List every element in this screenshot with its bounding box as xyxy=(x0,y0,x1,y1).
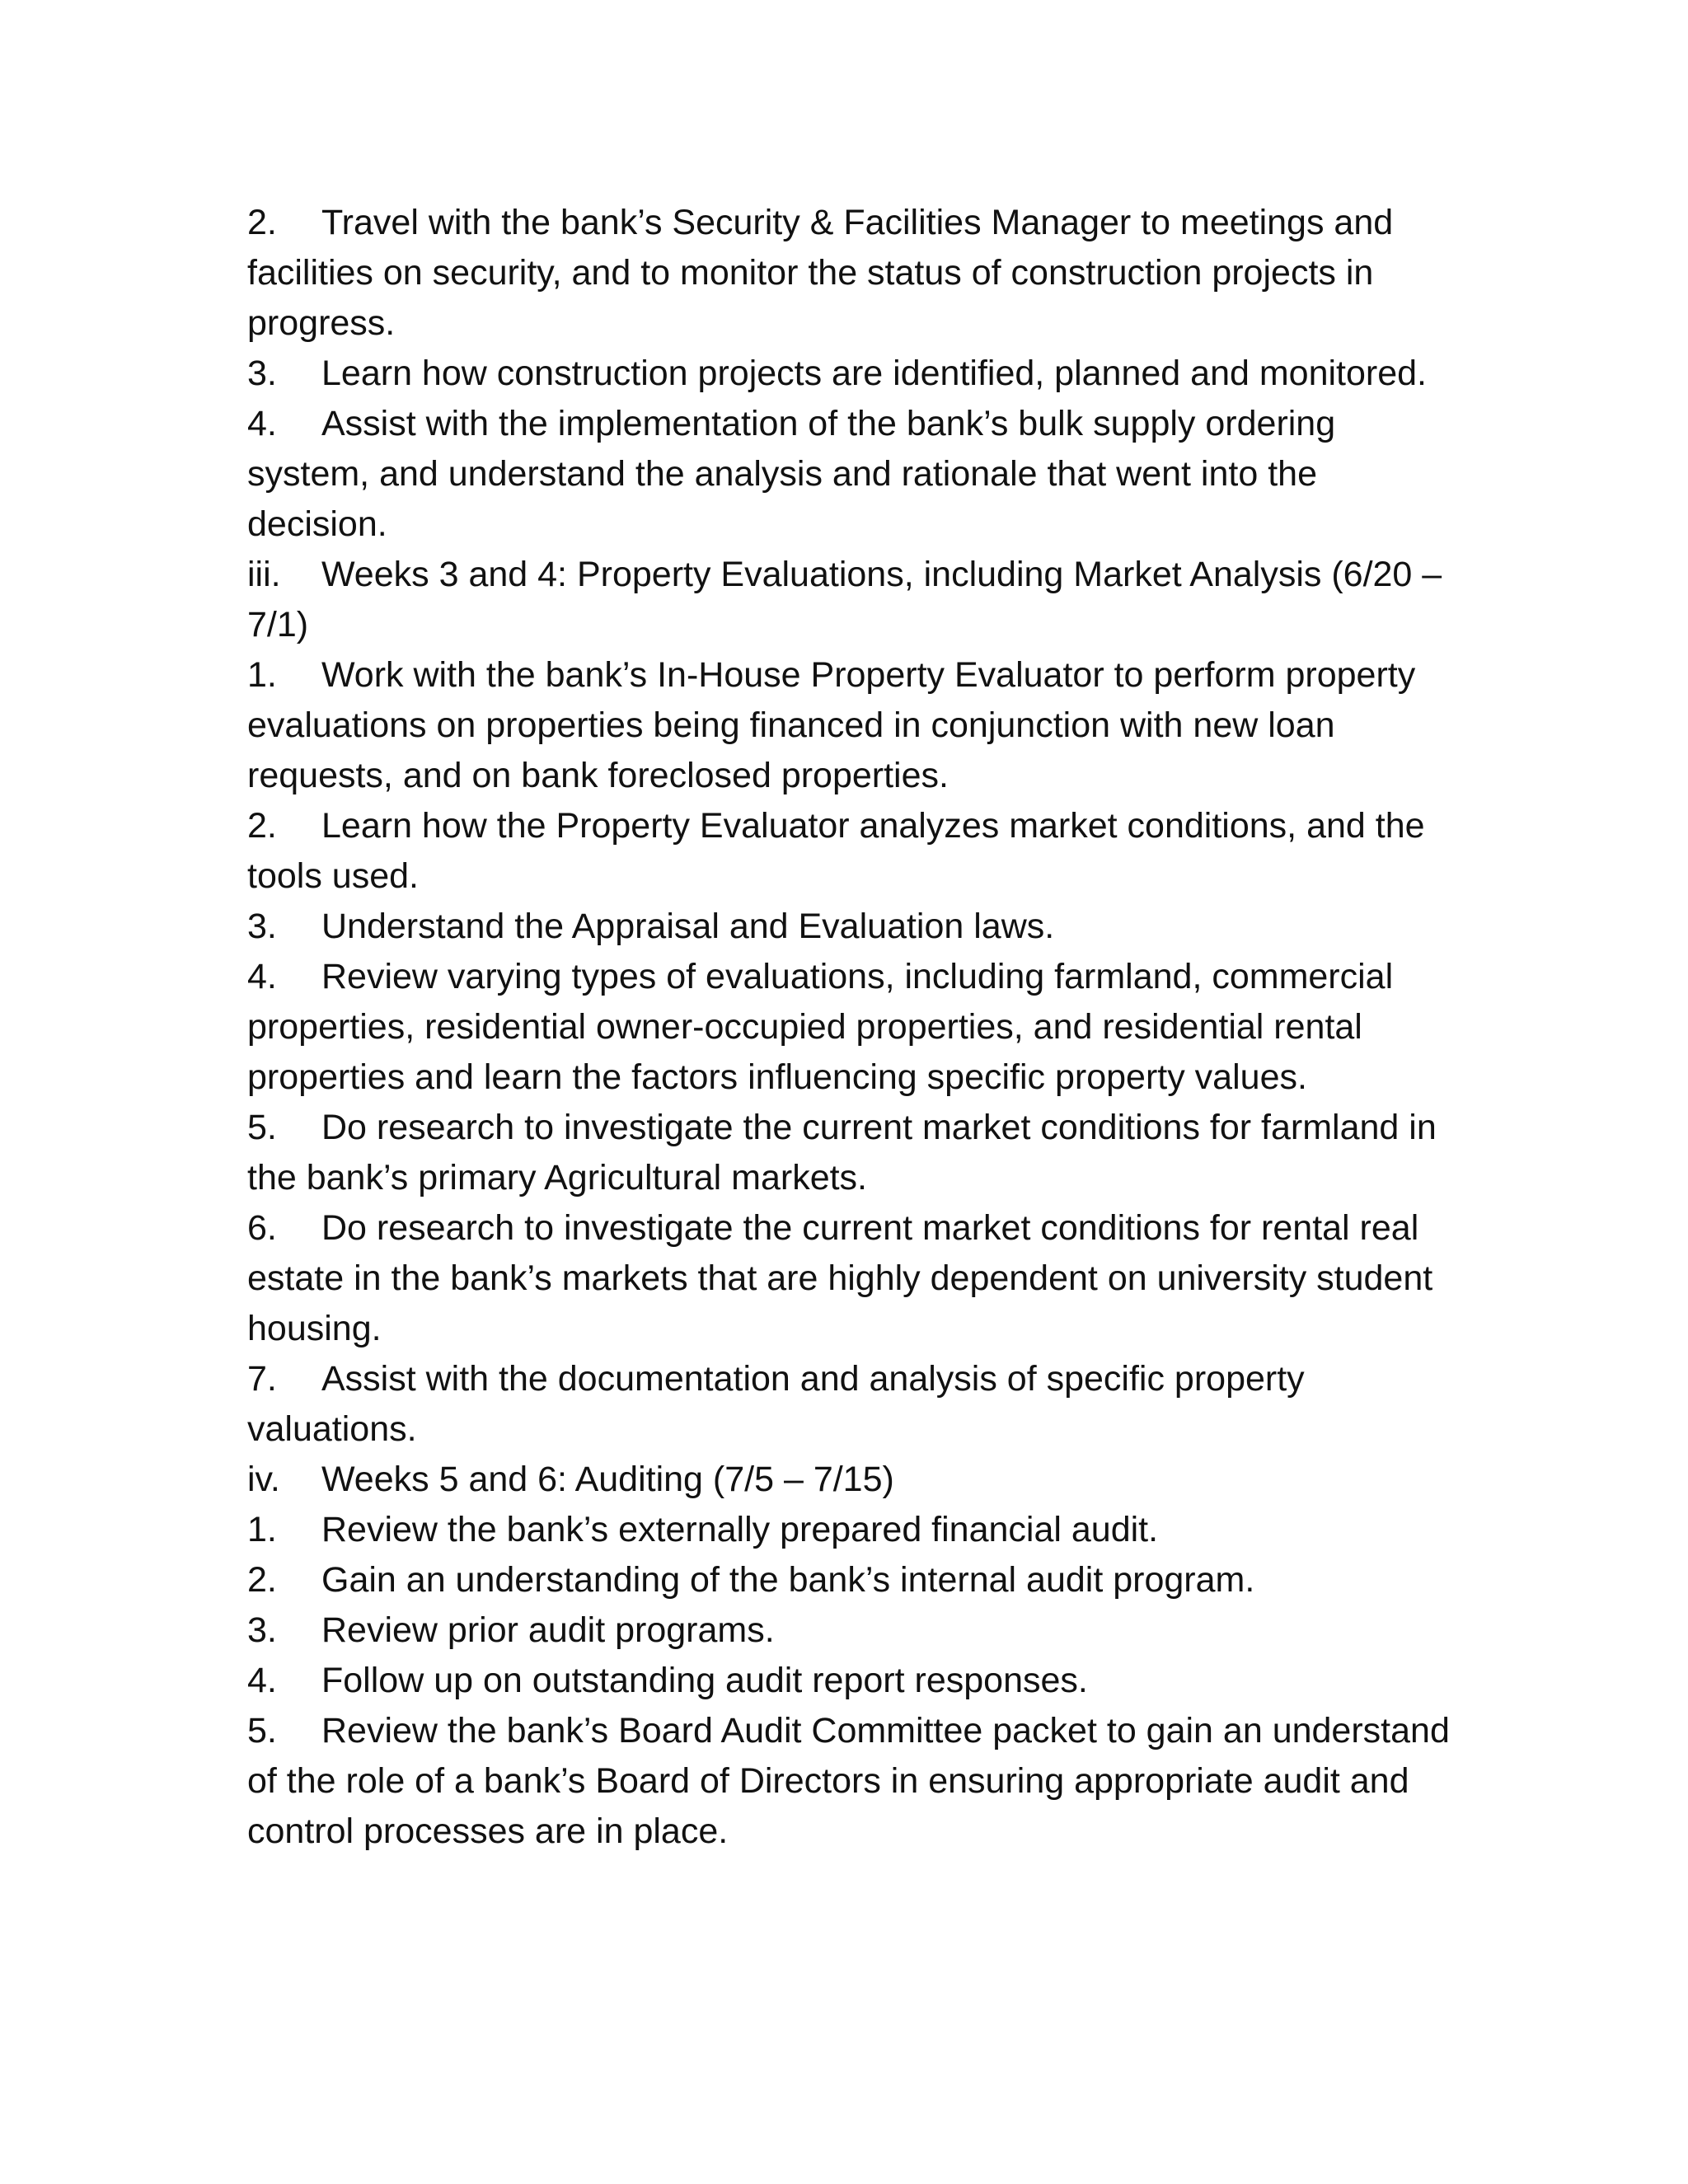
list-item xyxy=(247,1354,1451,1455)
item-number: 2. xyxy=(247,806,277,846)
item-text: Travel with the bank’s Security & Facilities Manager to meetings and facilities on security, and to monitor the status of construction projects in progress. xyxy=(247,203,1394,343)
document-page xyxy=(247,198,1451,1857)
item-text: Work with the bank’s In-House Property Evaluator to perform property evaluations on properties being financed in conjunction with new loan requests, and on bank foreclosed properties. xyxy=(247,655,1416,795)
item-text: Review prior audit programs. xyxy=(321,1610,775,1650)
item-text: Follow up on outstanding audit report responses. xyxy=(321,1661,1088,1700)
list-item xyxy=(247,650,1451,801)
item-text: Gain an understanding of the bank’s internal audit program. xyxy=(321,1560,1255,1600)
list-item xyxy=(247,801,1451,902)
item-text: Do research to investigate the current market conditions for farmland in the bank’s primary Agricultural markets. xyxy=(247,1108,1437,1197)
item-number: 2. xyxy=(247,203,277,242)
list-item xyxy=(247,1505,1451,1555)
item-text: Assist with the implementation of the bank’s bulk supply ordering system, and understand the analysis and rationale that went into the decision. xyxy=(247,404,1336,544)
item-number: 4. xyxy=(247,957,277,996)
list-item xyxy=(247,1656,1451,1706)
item-text: Review varying types of evaluations, including farmland, commercial properties, residential owner-occupied properties, and residential rental properties and learn the factors influencing specific property values. xyxy=(247,957,1394,1097)
item-number: 3. xyxy=(247,907,277,946)
item-text: Review the bank’s externally prepared financial audit. xyxy=(321,1510,1159,1549)
item-text: Assist with the documentation and analysis of specific property valuations. xyxy=(247,1359,1305,1449)
item-text: Learn how the Property Evaluator analyzes market conditions, and the tools used. xyxy=(247,806,1425,896)
item-text: Learn how construction projects are identified, planned and monitored. xyxy=(321,354,1427,393)
list-item xyxy=(247,349,1451,399)
section-title: Weeks 5 and 6: Auditing (7/5 – 7/15) xyxy=(321,1460,894,1499)
list-item xyxy=(247,1706,1451,1857)
list-item xyxy=(247,399,1451,550)
item-text: Review the bank’s Board Audit Committee packet to gain an understand of the role of a bank’s Board of Directors in ensuring appropriate audit and control processes are in place. xyxy=(247,1711,1450,1851)
list-item xyxy=(247,1103,1451,1203)
list-item xyxy=(247,1203,1451,1354)
item-number: 1. xyxy=(247,1510,277,1549)
list-item xyxy=(247,1555,1451,1605)
section-number: iii. xyxy=(247,555,281,594)
section-heading xyxy=(247,550,1451,650)
section-number: iv. xyxy=(247,1460,280,1499)
item-number: 3. xyxy=(247,1610,277,1650)
item-number: 3. xyxy=(247,354,277,393)
item-number: 2. xyxy=(247,1560,277,1600)
item-number: 4. xyxy=(247,404,277,443)
item-number: 6. xyxy=(247,1208,277,1248)
section-heading xyxy=(247,1455,1451,1505)
item-text: Do research to investigate the current market conditions for rental real estate in the bank’s markets that are highly dependent on university student housing. xyxy=(247,1208,1433,1348)
list-item xyxy=(247,198,1451,349)
item-text: Understand the Appraisal and Evaluation laws. xyxy=(321,907,1055,946)
item-number: 4. xyxy=(247,1661,277,1700)
list-item xyxy=(247,902,1451,952)
list-item xyxy=(247,1605,1451,1656)
list-item xyxy=(247,952,1451,1103)
item-number: 7. xyxy=(247,1359,277,1399)
section-title: Weeks 3 and 4: Property Evaluations, including Market Analysis (6/20 – 7/1) xyxy=(247,555,1442,644)
item-number: 5. xyxy=(247,1711,277,1750)
item-number: 5. xyxy=(247,1108,277,1147)
item-number: 1. xyxy=(247,655,277,695)
